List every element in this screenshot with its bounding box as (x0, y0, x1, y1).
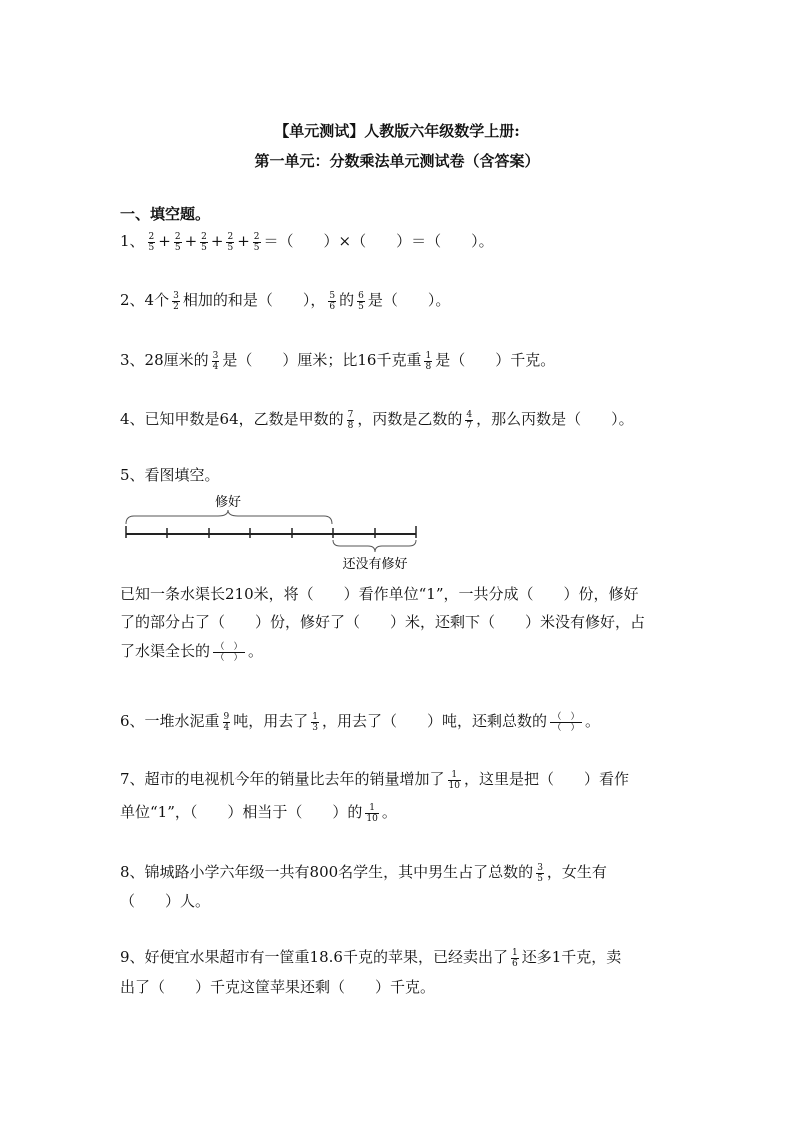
question-8-line-1: 8、锦城路小学六年级一共有800名学生，其中男生占了总数的 $\frac{3}{5}$ ，女生有 (120, 862, 607, 884)
fraction: $\frac{1}{6}$ (511, 947, 518, 969)
question-7-line-2: 单位“1”，（ ）相当于（ ）的 $\frac{1}{10}$ 。 (120, 802, 397, 824)
blank-fraction[interactable]: $\frac{( )}{( )}$ (550, 712, 582, 733)
fraction: $\frac{6}{5}$ (358, 290, 364, 312)
line-segment-diagram (118, 488, 428, 578)
section-heading: 一、填空题。 (120, 205, 211, 223)
question-5-heading: 5、看图填空。 (120, 466, 220, 484)
question-4: 4、已知甲数是64，乙数是甲数的 $\frac{7}{8}$ ，丙数是乙数的 $\frac{4}{7}$ ，那么丙数是（ ）。 (120, 409, 634, 431)
fraction: $\frac{2}{5}$ (174, 231, 181, 253)
page-title: 【单元测试】人教版六年级数学上册: (274, 122, 520, 140)
done-brace (126, 510, 332, 524)
fraction: $\frac{3}{2}$ (173, 290, 179, 312)
fraction: $\frac{1}{8}$ (425, 350, 432, 372)
fraction: $\frac{1}{3}$ (312, 711, 319, 733)
tick-marks (126, 526, 416, 538)
remaining-brace (333, 540, 416, 552)
done-label: 修好 (214, 495, 242, 510)
question-1: 1、 $\frac{2}{5}$ + $\frac{2}{5}$ + $\frac{2}{5}$ + $\frac{2}{5}$ + $\frac{2}{5}$ ＝（ ）×（ ）＝（ ）。 (120, 231, 494, 253)
fraction: $\frac{9}{4}$ (223, 711, 230, 733)
blank-fraction[interactable]: $\frac{( )}{( )}$ (213, 642, 245, 663)
fraction: $\frac{2}{5}$ (148, 231, 155, 253)
fraction: $\frac{2}{5}$ (201, 231, 207, 253)
question-7-line-1: 7、超市的电视机今年的销量比去年的销量增加了 $\frac{1}{10}$ ，这里是把（ ）看作 (120, 769, 630, 791)
question-5-line-2: 了的部分占了（ ）份，修好了（ ）米，还剩下（ ）米没有修好，占 (120, 613, 646, 631)
fraction: $\frac{7}{8}$ (347, 409, 354, 431)
question-9-line-1: 9、好便宜水果超市有一筐重18.6千克的苹果，已经卖出了 $\frac{1}{6}$ 还多1千克，卖 (120, 947, 622, 969)
fraction: $\frac{1}{10}$ (448, 769, 460, 791)
page-subtitle: 第一单元：分数乘法单元测试卷（含答案） (254, 152, 540, 170)
question-8-line-2: （ ）人。 (120, 892, 211, 910)
fraction: $\frac{3}{5}$ (537, 862, 543, 884)
question-5-line-1: 已知一条水渠长210米，将（ ）看作单位“1”，一共分成（ ）份，修好 (120, 585, 639, 603)
question-5-line-3: 了水渠全长的 $\frac{( )}{( )}$ 。 (120, 641, 264, 663)
fraction: $\frac{5}{6}$ (329, 290, 336, 312)
fraction: $\frac{4}{7}$ (466, 409, 473, 431)
fraction: $\frac{1}{10}$ (366, 802, 378, 824)
fraction: $\frac{2}{5}$ (227, 231, 234, 253)
question-2: 2、4个 $\frac{3}{2}$ 相加的和是（ ）， $\frac{5}{6}$ 的 $\frac{6}{5}$ 是（ ）。 (120, 290, 451, 312)
fraction: $\frac{3}{4}$ (212, 350, 219, 372)
question-9-line-2: 出了（ ）千克这筐苹果还剩（ ）千克。 (120, 978, 436, 996)
question-6: 6、一堆水泥重 $\frac{9}{4}$ 吨，用去了 $\frac{1}{3}$ ，用去了（ ）吨，还剩总数的 $\frac{( )}{( )}$ 。 (120, 711, 601, 733)
remaining-label: 还没有修好 (342, 557, 408, 572)
question-3: 3、28厘米的 $\frac{3}{4}$ 是（ ）厘米；比16千克重 $\frac{1}{8}$ 是（ ）千克。 (120, 350, 556, 372)
fraction: $\frac{2}{5}$ (253, 231, 260, 253)
